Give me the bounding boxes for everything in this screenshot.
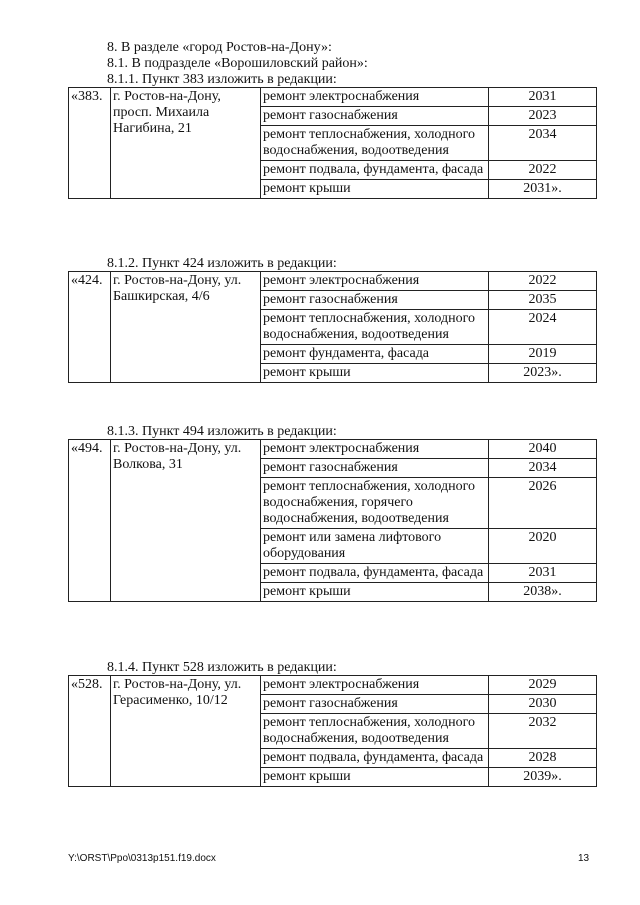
- work-year: 2034: [489, 126, 597, 161]
- amendment-heading: 8.1.1. Пункт 383 изложить в редакции:: [107, 72, 337, 87]
- item-address: г. Ростов-на-Дону, ул. Герасименко, 10/12: [111, 676, 261, 787]
- amendment-table: [68, 271, 597, 383]
- amendment-heading: 8.1.4. Пункт 528 изложить в редакции:: [107, 660, 337, 675]
- work-type: ремонт фундамента, фасада: [261, 345, 489, 364]
- table-row: [69, 440, 597, 459]
- work-year: 2023».: [489, 364, 597, 383]
- table-row: [69, 676, 597, 695]
- amendment-table: [68, 675, 597, 787]
- work-year: 2035: [489, 291, 597, 310]
- work-year: 2019: [489, 345, 597, 364]
- work-year: 2031: [489, 88, 597, 107]
- work-type: ремонт электроснабжения: [261, 88, 489, 107]
- work-type: ремонт теплоснабжения, холодного водоснабжения, горячего водоснабжения, водоотведения: [261, 478, 489, 529]
- work-type: ремонт теплоснабжения, холодного водоснабжения, водоотведения: [261, 126, 489, 161]
- item-number: «494.: [69, 440, 111, 602]
- work-year: 2032: [489, 714, 597, 749]
- section-heading-8: 8. В разделе «город Ростов-на-Дону»:: [107, 40, 332, 55]
- work-year: 2039».: [489, 768, 597, 787]
- work-type: ремонт электроснабжения: [261, 272, 489, 291]
- work-year: 2022: [489, 272, 597, 291]
- subsection-heading-8-1: 8.1. В подразделе «Ворошиловский район»:: [107, 56, 368, 71]
- work-year: 2031: [489, 564, 597, 583]
- work-type: ремонт крыши: [261, 583, 489, 602]
- footer-page-number: 13: [578, 853, 590, 864]
- work-type: ремонт крыши: [261, 364, 489, 383]
- work-type: ремонт теплоснабжения, холодного водоснабжения, водоотведения: [261, 310, 489, 345]
- work-type: ремонт подвала, фундамента, фасада: [261, 161, 489, 180]
- work-type: ремонт газоснабжения: [261, 695, 489, 714]
- work-type: ремонт теплоснабжения, холодного водоснабжения, водоотведения: [261, 714, 489, 749]
- item-address: г. Ростов-на-Дону, ул. Башкирская, 4/6: [111, 272, 261, 383]
- amendment-heading: 8.1.2. Пункт 424 изложить в редакции:: [107, 256, 337, 271]
- work-year: 2024: [489, 310, 597, 345]
- work-year: 2023: [489, 107, 597, 126]
- item-number: «383.: [69, 88, 111, 199]
- work-year: 2028: [489, 749, 597, 768]
- work-type: ремонт электроснабжения: [261, 440, 489, 459]
- work-type: ремонт подвала, фундамента, фасада: [261, 749, 489, 768]
- work-year: 2026: [489, 478, 597, 529]
- footer-file-path: Y:\ORST\Ppo\0313p151.f19.docx: [68, 853, 216, 864]
- work-type: ремонт газоснабжения: [261, 107, 489, 126]
- work-year: 2030: [489, 695, 597, 714]
- work-type: ремонт газоснабжения: [261, 291, 489, 310]
- work-year: 2020: [489, 529, 597, 564]
- item-number: «528.: [69, 676, 111, 787]
- work-type: ремонт крыши: [261, 768, 489, 787]
- work-type: ремонт электроснабжения: [261, 676, 489, 695]
- work-year: 2040: [489, 440, 597, 459]
- work-type: ремонт подвала, фундамента, фасада: [261, 564, 489, 583]
- work-type: ремонт газоснабжения: [261, 459, 489, 478]
- work-type: ремонт крыши: [261, 180, 489, 199]
- item-address: г. Ростов-на-Дону, просп. Михаила Нагибина, 21: [111, 88, 261, 199]
- work-type: ремонт или замена лифтового оборудования: [261, 529, 489, 564]
- item-number: «424.: [69, 272, 111, 383]
- work-year: 2029: [489, 676, 597, 695]
- work-year: 2034: [489, 459, 597, 478]
- table-row: [69, 88, 597, 107]
- item-address: г. Ростов-на-Дону, ул. Волкова, 31: [111, 440, 261, 602]
- work-year: 2031».: [489, 180, 597, 199]
- amendment-table: [68, 439, 597, 602]
- work-year: 2038».: [489, 583, 597, 602]
- work-year: 2022: [489, 161, 597, 180]
- amendment-table: [68, 87, 597, 199]
- amendment-heading: 8.1.3. Пункт 494 изложить в редакции:: [107, 424, 337, 439]
- table-row: [69, 272, 597, 291]
